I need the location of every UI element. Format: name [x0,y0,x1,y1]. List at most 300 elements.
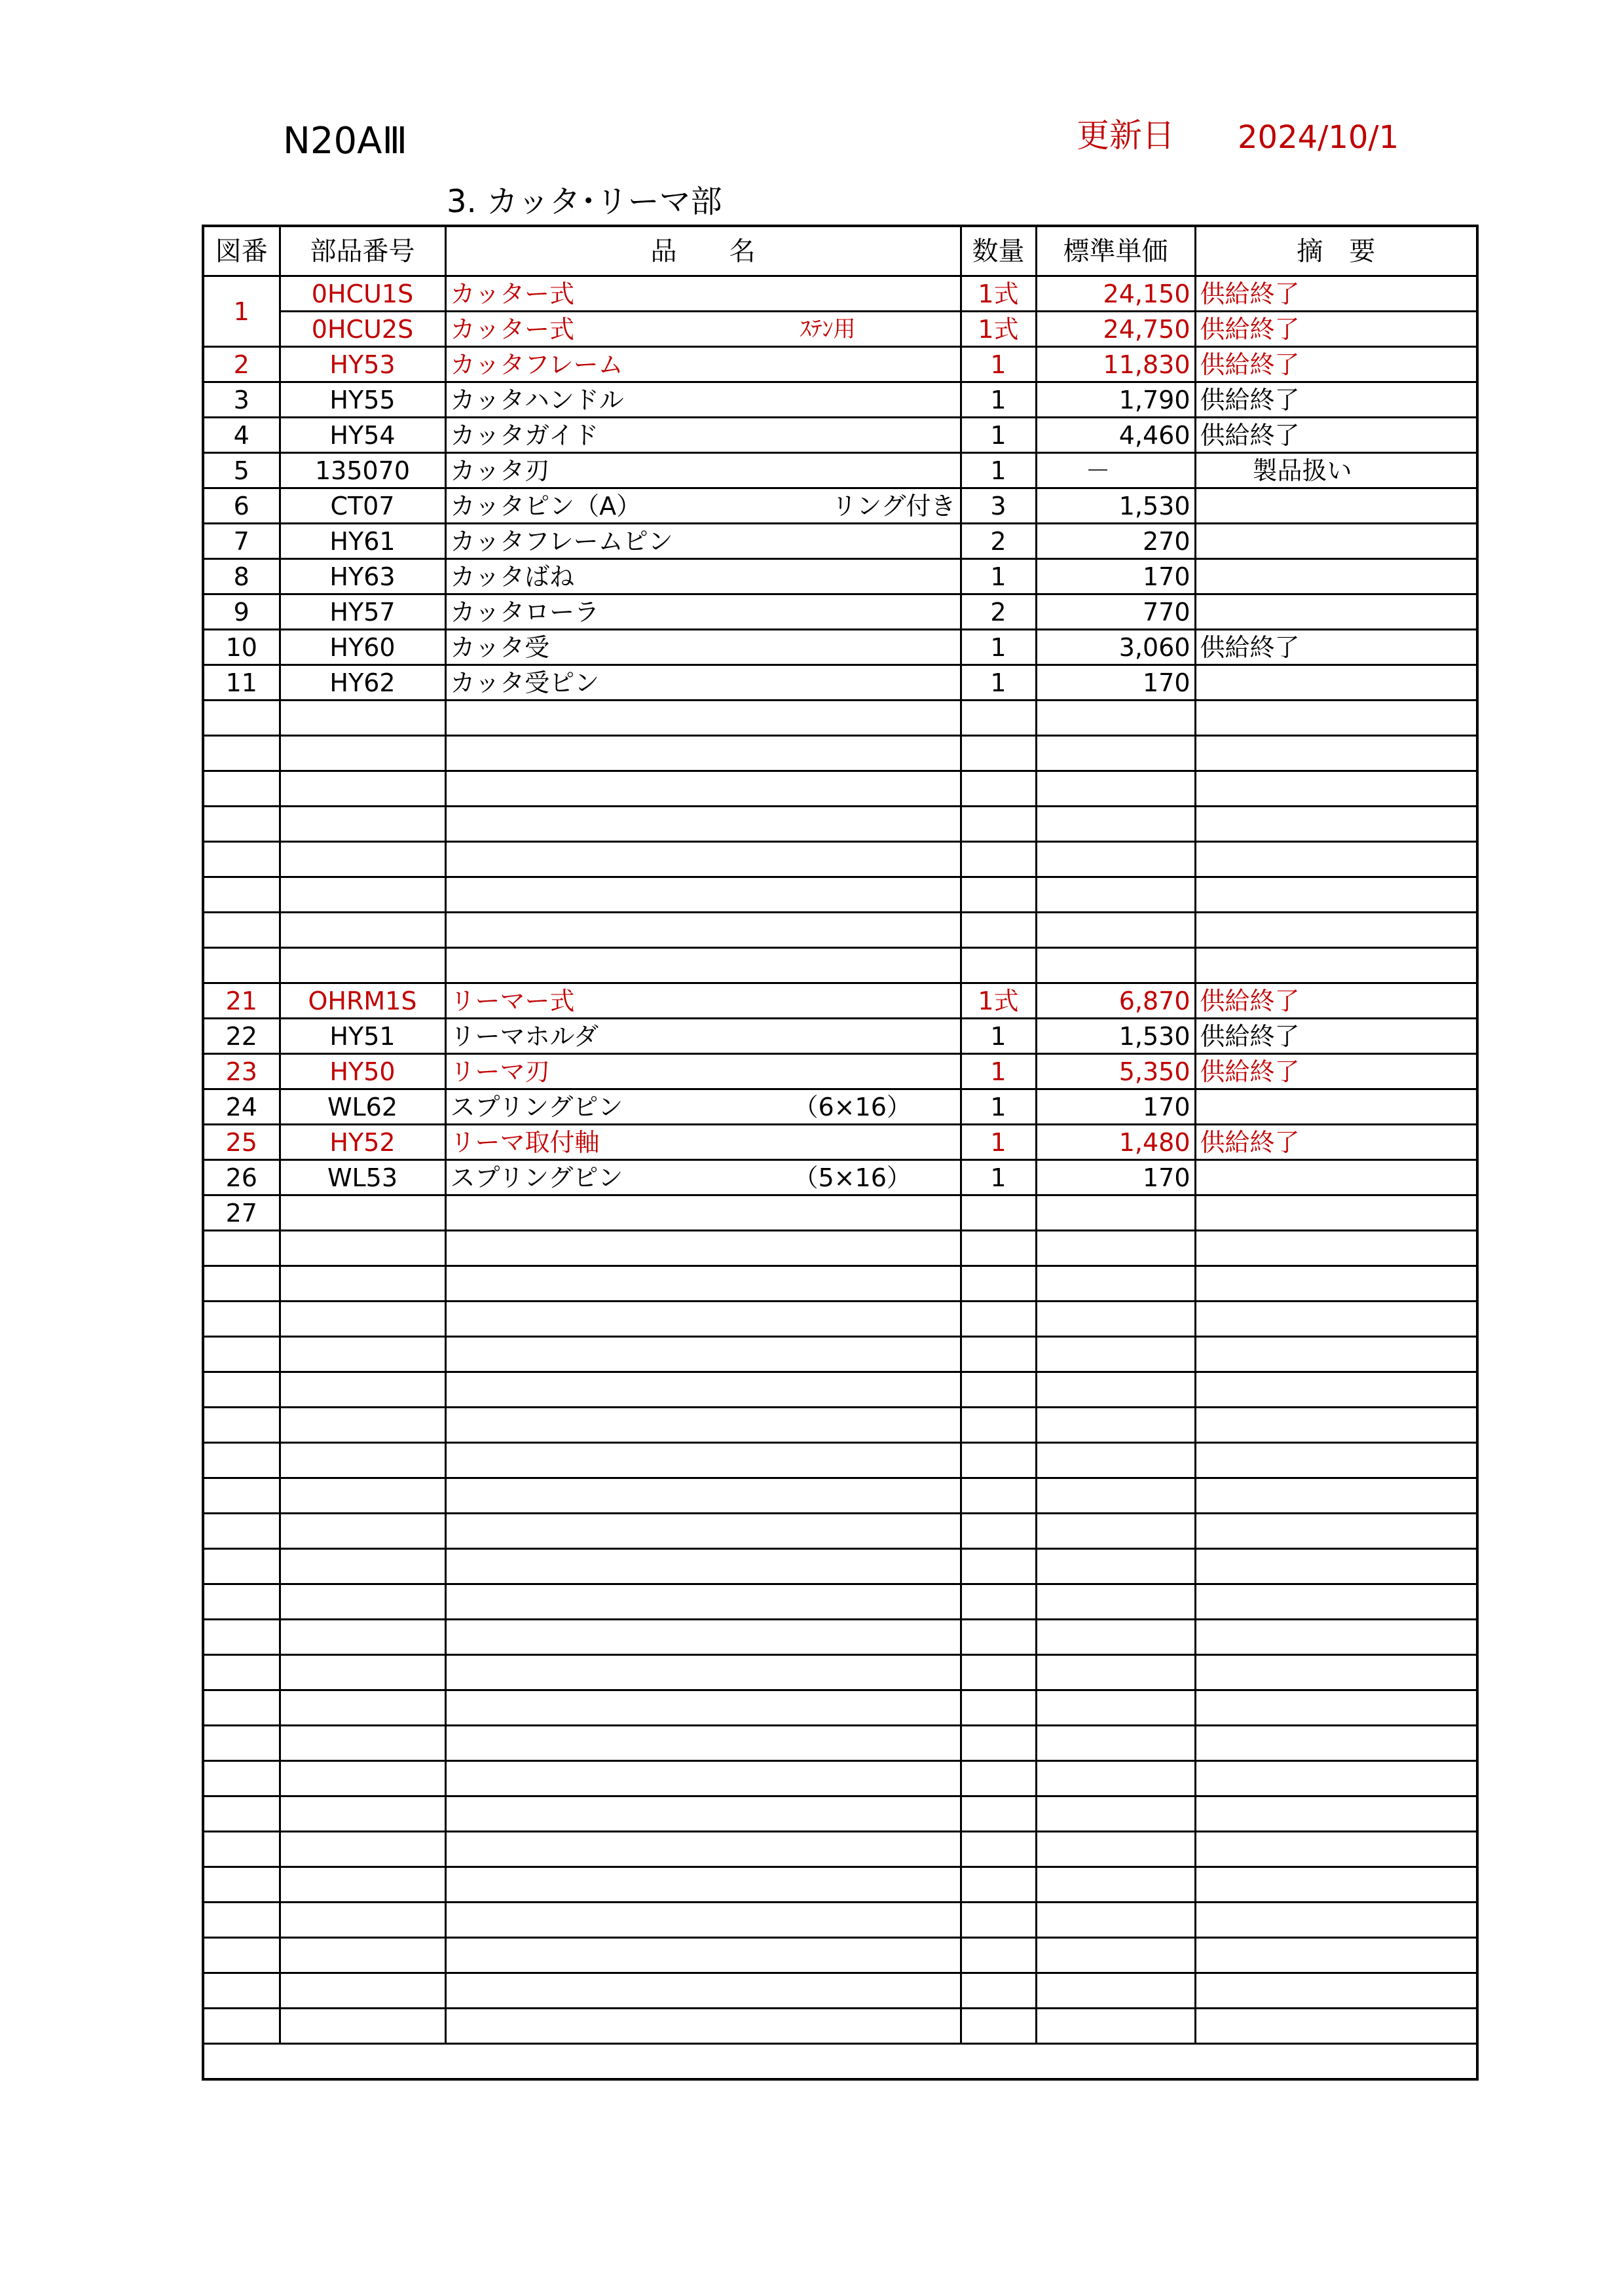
blank-row [203,1514,1477,1549]
blank-cell [1195,1690,1477,1726]
figure-no-cell: 11 [203,665,280,701]
price-cell: 770 [1036,594,1195,630]
price-cell: 5,350 [1036,1054,1195,1089]
quantity-cell: 1 [961,665,1036,701]
blank-cell [1036,1796,1195,1832]
part-no-cell: CT07 [280,488,445,524]
blank-cell [1036,1478,1195,1514]
quantity-cell: 1 [961,1089,1036,1125]
blank-row [203,1832,1477,1867]
blank-row [203,1938,1477,1973]
blank-row [203,701,1477,736]
quantity-cell: 1 [961,418,1036,453]
blank-cell [280,1867,445,1903]
blank-cell [961,1549,1036,1584]
blank-cell [961,913,1036,948]
blank-cell [280,1938,445,1973]
part-name: カッター式 [450,279,575,308]
blank-cell [961,1372,1036,1408]
blank-row [203,1584,1477,1620]
blank-cell [203,1620,280,1655]
part-no-cell: HY50 [280,1054,445,1089]
blank-cell [1195,1549,1477,1584]
note-cell: 供給終了 [1195,418,1477,453]
blank-cell [1036,1514,1195,1549]
blank-cell [961,1726,1036,1761]
blank-cell [203,1266,280,1302]
part-no-cell: HY60 [280,630,445,665]
blank-cell [1195,1408,1477,1443]
blank-cell [203,1549,280,1584]
part-name: カッタフレームピン [450,526,673,556]
blank-cell [445,2009,961,2044]
blank-cell [445,1443,961,1478]
quantity-cell: 1 [961,453,1036,488]
blank-cell [1195,1584,1477,1620]
blank-row [203,1478,1477,1514]
blank-cell [961,1584,1036,1620]
part-name: カッタ刃 [450,456,550,485]
part-no-cell: HY63 [280,559,445,594]
blank-row [203,1973,1477,2009]
price-cell: 24,150 [1036,276,1195,312]
blank-cell [280,1266,445,1302]
part-name-cell [445,418,961,453]
blank-cell [203,913,280,948]
figure-no-cell: 5 [203,453,280,488]
blank-cell [280,1231,445,1266]
blank-cell [961,736,1036,771]
blank-cell [1036,948,1195,983]
part-name-cell [445,1195,961,1231]
quantity-cell: 1 [961,1054,1036,1089]
blank-cell [445,1761,961,1796]
part-name-cell [445,347,961,382]
blank-cell [203,1372,280,1408]
figure-no-cell: 10 [203,630,280,665]
blank-cell [445,1302,961,1337]
blank-cell [203,736,280,771]
part-no-cell: WL62 [280,1089,445,1125]
blank-row [203,1231,1477,1266]
blank-cell [280,771,445,807]
note-cell [1195,488,1477,524]
table-row [203,630,1477,665]
part-name: カッタ受ピン [450,668,600,697]
blank-cell [203,771,280,807]
blank-row [203,1302,1477,1337]
blank-cell [1195,1726,1477,1761]
blank-cell [961,1231,1036,1266]
blank-cell [1195,1337,1477,1372]
blank-cell [280,1478,445,1514]
table-row [203,1195,1477,1231]
price-cell [1036,1195,1195,1231]
blank-cell [1036,1973,1195,2009]
part-name: カッタハンドル [450,385,624,414]
blank-cell [280,877,445,913]
blank-cell [961,1302,1036,1337]
part-no-cell: 0HCU2S [280,312,445,347]
blank-cell [961,1903,1036,1938]
blank-cell [280,1584,445,1620]
blank-row [203,1655,1477,1690]
blank-row [203,913,1477,948]
col-header-quantity: 数量 [961,226,1036,276]
part-name-cell [445,382,961,418]
part-no-cell: HY57 [280,594,445,630]
model-title: N20AⅢ [283,120,408,162]
blank-cell [1036,1655,1195,1690]
blank-cell [1036,842,1195,877]
blank-cell [1195,1478,1477,1514]
note-cell [1195,1195,1477,1231]
part-name-suffix: リング付き [832,491,956,520]
blank-cell [203,1973,280,2009]
table-row [203,418,1477,453]
blank-cell [1036,1443,1195,1478]
blank-cell [445,771,961,807]
figure-no-cell: 1 [203,276,280,347]
blank-cell [445,1266,961,1302]
note-cell: 製品扱い [1195,453,1477,488]
note-cell: 供給終了 [1195,1054,1477,1089]
note-cell [1195,594,1477,630]
figure-no-cell: 9 [203,594,280,630]
figure-no-cell: 4 [203,418,280,453]
blank-cell [961,1620,1036,1655]
blank-cell [445,877,961,913]
blank-cell [1036,1231,1195,1266]
part-no-cell: HY62 [280,665,445,701]
blank-row [203,877,1477,913]
blank-row [203,1337,1477,1372]
price-cell: 24,750 [1036,312,1195,347]
blank-row [203,1443,1477,1478]
table-row [203,1160,1477,1195]
col-header-price: 標準単価 [1036,226,1195,276]
part-no-cell: 135070 [280,453,445,488]
note-cell [1195,665,1477,701]
part-name: カッタローラ [450,597,600,627]
part-no-cell: OHRM1S [280,983,445,1019]
part-no-cell: HY61 [280,524,445,559]
parts-table-body [203,276,1477,2080]
blank-cell [1036,1690,1195,1726]
blank-cell [961,842,1036,877]
figure-no-cell: 7 [203,524,280,559]
blank-cell [280,1514,445,1549]
note-cell: 供給終了 [1195,276,1477,312]
price-cell: 6,870 [1036,983,1195,1019]
blank-cell [445,1903,961,1938]
blank-cell [445,1867,961,1903]
blank-cell [280,1903,445,1938]
price-cell: 1,530 [1036,488,1195,524]
note-cell [1195,1089,1477,1125]
blank-cell [961,1514,1036,1549]
quantity-cell: 2 [961,594,1036,630]
blank-cell [445,1973,961,2009]
blank-row [203,1408,1477,1443]
blank-cell [1195,842,1477,877]
table-row [203,382,1477,418]
col-header-figure-no: 図番 [203,226,280,276]
blank-cell [1195,1761,1477,1796]
blank-cell [1195,1620,1477,1655]
blank-cell [1195,1655,1477,1690]
blank-cell [1036,1337,1195,1372]
table-row [203,594,1477,630]
part-name: スプリングピン [450,1163,623,1192]
quantity-cell: 1 [961,382,1036,418]
blank-cell [1195,736,1477,771]
table-row [203,1019,1477,1054]
price-cell: 170 [1036,1160,1195,1195]
note-cell: 供給終了 [1195,630,1477,665]
table-row [203,1089,1477,1125]
blank-cell [1195,913,1477,948]
blank-cell [445,1514,961,1549]
col-header-part-no: 部品番号 [280,226,445,276]
part-name-cell [445,1160,961,1195]
blank-cell [1036,771,1195,807]
part-no-cell: 0HCU1S [280,276,445,312]
update-label: 更新日 [1077,117,1175,155]
table-row [203,488,1477,524]
blank-row [203,1796,1477,1832]
blank-cell [1036,1761,1195,1796]
blank-cell [1195,1372,1477,1408]
blank-cell [445,1655,961,1690]
blank-cell [445,1372,961,1408]
part-name-cell [445,594,961,630]
blank-cell [203,1231,280,1266]
blank-cell [961,1973,1036,2009]
table-header-row [203,226,1477,276]
price-cell: － [1036,453,1195,488]
blank-cell [1036,1903,1195,1938]
blank-cell [961,948,1036,983]
blank-row [203,1690,1477,1726]
blank-cell [1036,1726,1195,1761]
figure-no-cell: 21 [203,983,280,1019]
blank-cell [203,842,280,877]
footer-cell [203,2044,1477,2080]
part-name-suffix: （6×16） [793,1092,912,1121]
blank-row [203,771,1477,807]
blank-cell [203,807,280,842]
blank-cell [961,1832,1036,1867]
blank-cell [1036,736,1195,771]
part-no-cell: HY54 [280,418,445,453]
blank-cell [280,1408,445,1443]
quantity-cell: 1 [961,347,1036,382]
note-cell: 供給終了 [1195,1125,1477,1160]
blank-cell [961,1690,1036,1726]
blank-cell [280,1372,445,1408]
blank-cell [203,1302,280,1337]
blank-cell [1195,1796,1477,1832]
blank-cell [203,1761,280,1796]
col-header-note: 摘 要 [1195,226,1477,276]
part-no-cell [280,1195,445,1231]
blank-cell [1036,1549,1195,1584]
part-name: カッタばね [450,562,575,591]
blank-cell [961,1938,1036,1973]
blank-cell [1036,1266,1195,1302]
note-cell: 供給終了 [1195,983,1477,1019]
blank-cell [445,1549,961,1584]
footer-row [203,2044,1477,2080]
note-cell [1195,524,1477,559]
update-date: 2024/10/1 [1238,119,1399,156]
note-cell: 供給終了 [1195,382,1477,418]
quantity-cell: 1式 [961,983,1036,1019]
blank-cell [961,1443,1036,1478]
price-cell: 270 [1036,524,1195,559]
figure-no-cell: 8 [203,559,280,594]
part-name: リーマ刃 [450,1057,550,1086]
blank-cell [203,948,280,983]
blank-cell [1195,1832,1477,1867]
blank-cell [280,1620,445,1655]
blank-cell [1036,1867,1195,1903]
price-cell: 1,790 [1036,382,1195,418]
blank-cell [1195,1266,1477,1302]
quantity-cell: 2 [961,524,1036,559]
blank-cell [280,1690,445,1726]
blank-cell [445,1832,961,1867]
blank-cell [280,1832,445,1867]
price-cell: 170 [1036,665,1195,701]
price-cell: 4,460 [1036,418,1195,453]
note-cell: 供給終了 [1195,312,1477,347]
figure-no-cell: 27 [203,1195,280,1231]
blank-cell [1195,1973,1477,2009]
blank-cell [280,948,445,983]
table-row [203,559,1477,594]
blank-cell [1036,1832,1195,1867]
blank-cell [1195,1302,1477,1337]
part-name-cell [445,1019,961,1054]
note-cell: 供給終了 [1195,347,1477,382]
blank-cell [280,1549,445,1584]
blank-cell [280,1796,445,1832]
blank-cell [280,1337,445,1372]
part-name: リーマー式 [450,986,575,1015]
blank-cell [203,2009,280,2044]
blank-cell [203,877,280,913]
blank-row [203,1549,1477,1584]
blank-row [203,2009,1477,2044]
quantity-cell: 1 [961,1019,1036,1054]
blank-cell [280,913,445,948]
quantity-cell: 1 [961,559,1036,594]
col-header-name: 品 名 [445,226,961,276]
blank-cell [280,1655,445,1690]
blank-cell [203,1832,280,1867]
quantity-cell [961,1195,1036,1231]
part-no-cell: HY53 [280,347,445,382]
blank-cell [203,1443,280,1478]
figure-no-cell: 6 [203,488,280,524]
blank-row [203,736,1477,771]
table-row [203,524,1477,559]
blank-cell [1036,1302,1195,1337]
quantity-cell: 1 [961,1125,1036,1160]
blank-cell [280,736,445,771]
blank-cell [203,1726,280,1761]
blank-cell [445,1231,961,1266]
table-row [203,665,1477,701]
blank-cell [961,2009,1036,2044]
figure-no-cell: 22 [203,1019,280,1054]
blank-cell [1195,1938,1477,1973]
blank-cell [1195,1443,1477,1478]
part-no-cell: HY55 [280,382,445,418]
blank-cell [961,1337,1036,1372]
blank-row [203,1867,1477,1903]
blank-cell [445,1938,961,1973]
blank-cell [1036,1620,1195,1655]
part-name-cell [445,1089,961,1125]
blank-cell [203,1938,280,1973]
price-cell: 11,830 [1036,347,1195,382]
blank-cell [445,1337,961,1372]
blank-cell [203,701,280,736]
blank-cell [961,701,1036,736]
blank-cell [1195,877,1477,913]
figure-no-cell: 26 [203,1160,280,1195]
part-name-cell [445,524,961,559]
figure-no-cell: 23 [203,1054,280,1089]
blank-row [203,1726,1477,1761]
blank-cell [203,1514,280,1549]
quantity-cell: 1式 [961,312,1036,347]
blank-cell [280,1443,445,1478]
blank-cell [1036,2009,1195,2044]
part-no-cell: HY51 [280,1019,445,1054]
blank-cell [1195,1867,1477,1903]
blank-cell [961,1655,1036,1690]
blank-cell [1195,1231,1477,1266]
blank-cell [280,2009,445,2044]
blank-cell [445,1620,961,1655]
quantity-cell: 1 [961,1160,1036,1195]
price-cell: 1,480 [1036,1125,1195,1160]
part-name: リーマ取付軸 [450,1127,600,1157]
blank-cell [445,842,961,877]
part-name: カッタガイド [450,420,599,450]
blank-cell [1195,807,1477,842]
blank-row [203,948,1477,983]
table-row [203,1125,1477,1160]
part-name: カッタピン（A） [450,491,642,520]
blank-cell [203,1584,280,1620]
part-name-cell [445,1054,961,1089]
blank-cell [1036,1584,1195,1620]
blank-cell [1036,807,1195,842]
part-name-cell [445,312,961,347]
blank-cell [961,1408,1036,1443]
figure-no-cell: 3 [203,382,280,418]
blank-row [203,1761,1477,1796]
blank-cell [961,807,1036,842]
blank-cell [1195,701,1477,736]
quantity-cell: 1式 [961,276,1036,312]
blank-cell [445,1726,961,1761]
